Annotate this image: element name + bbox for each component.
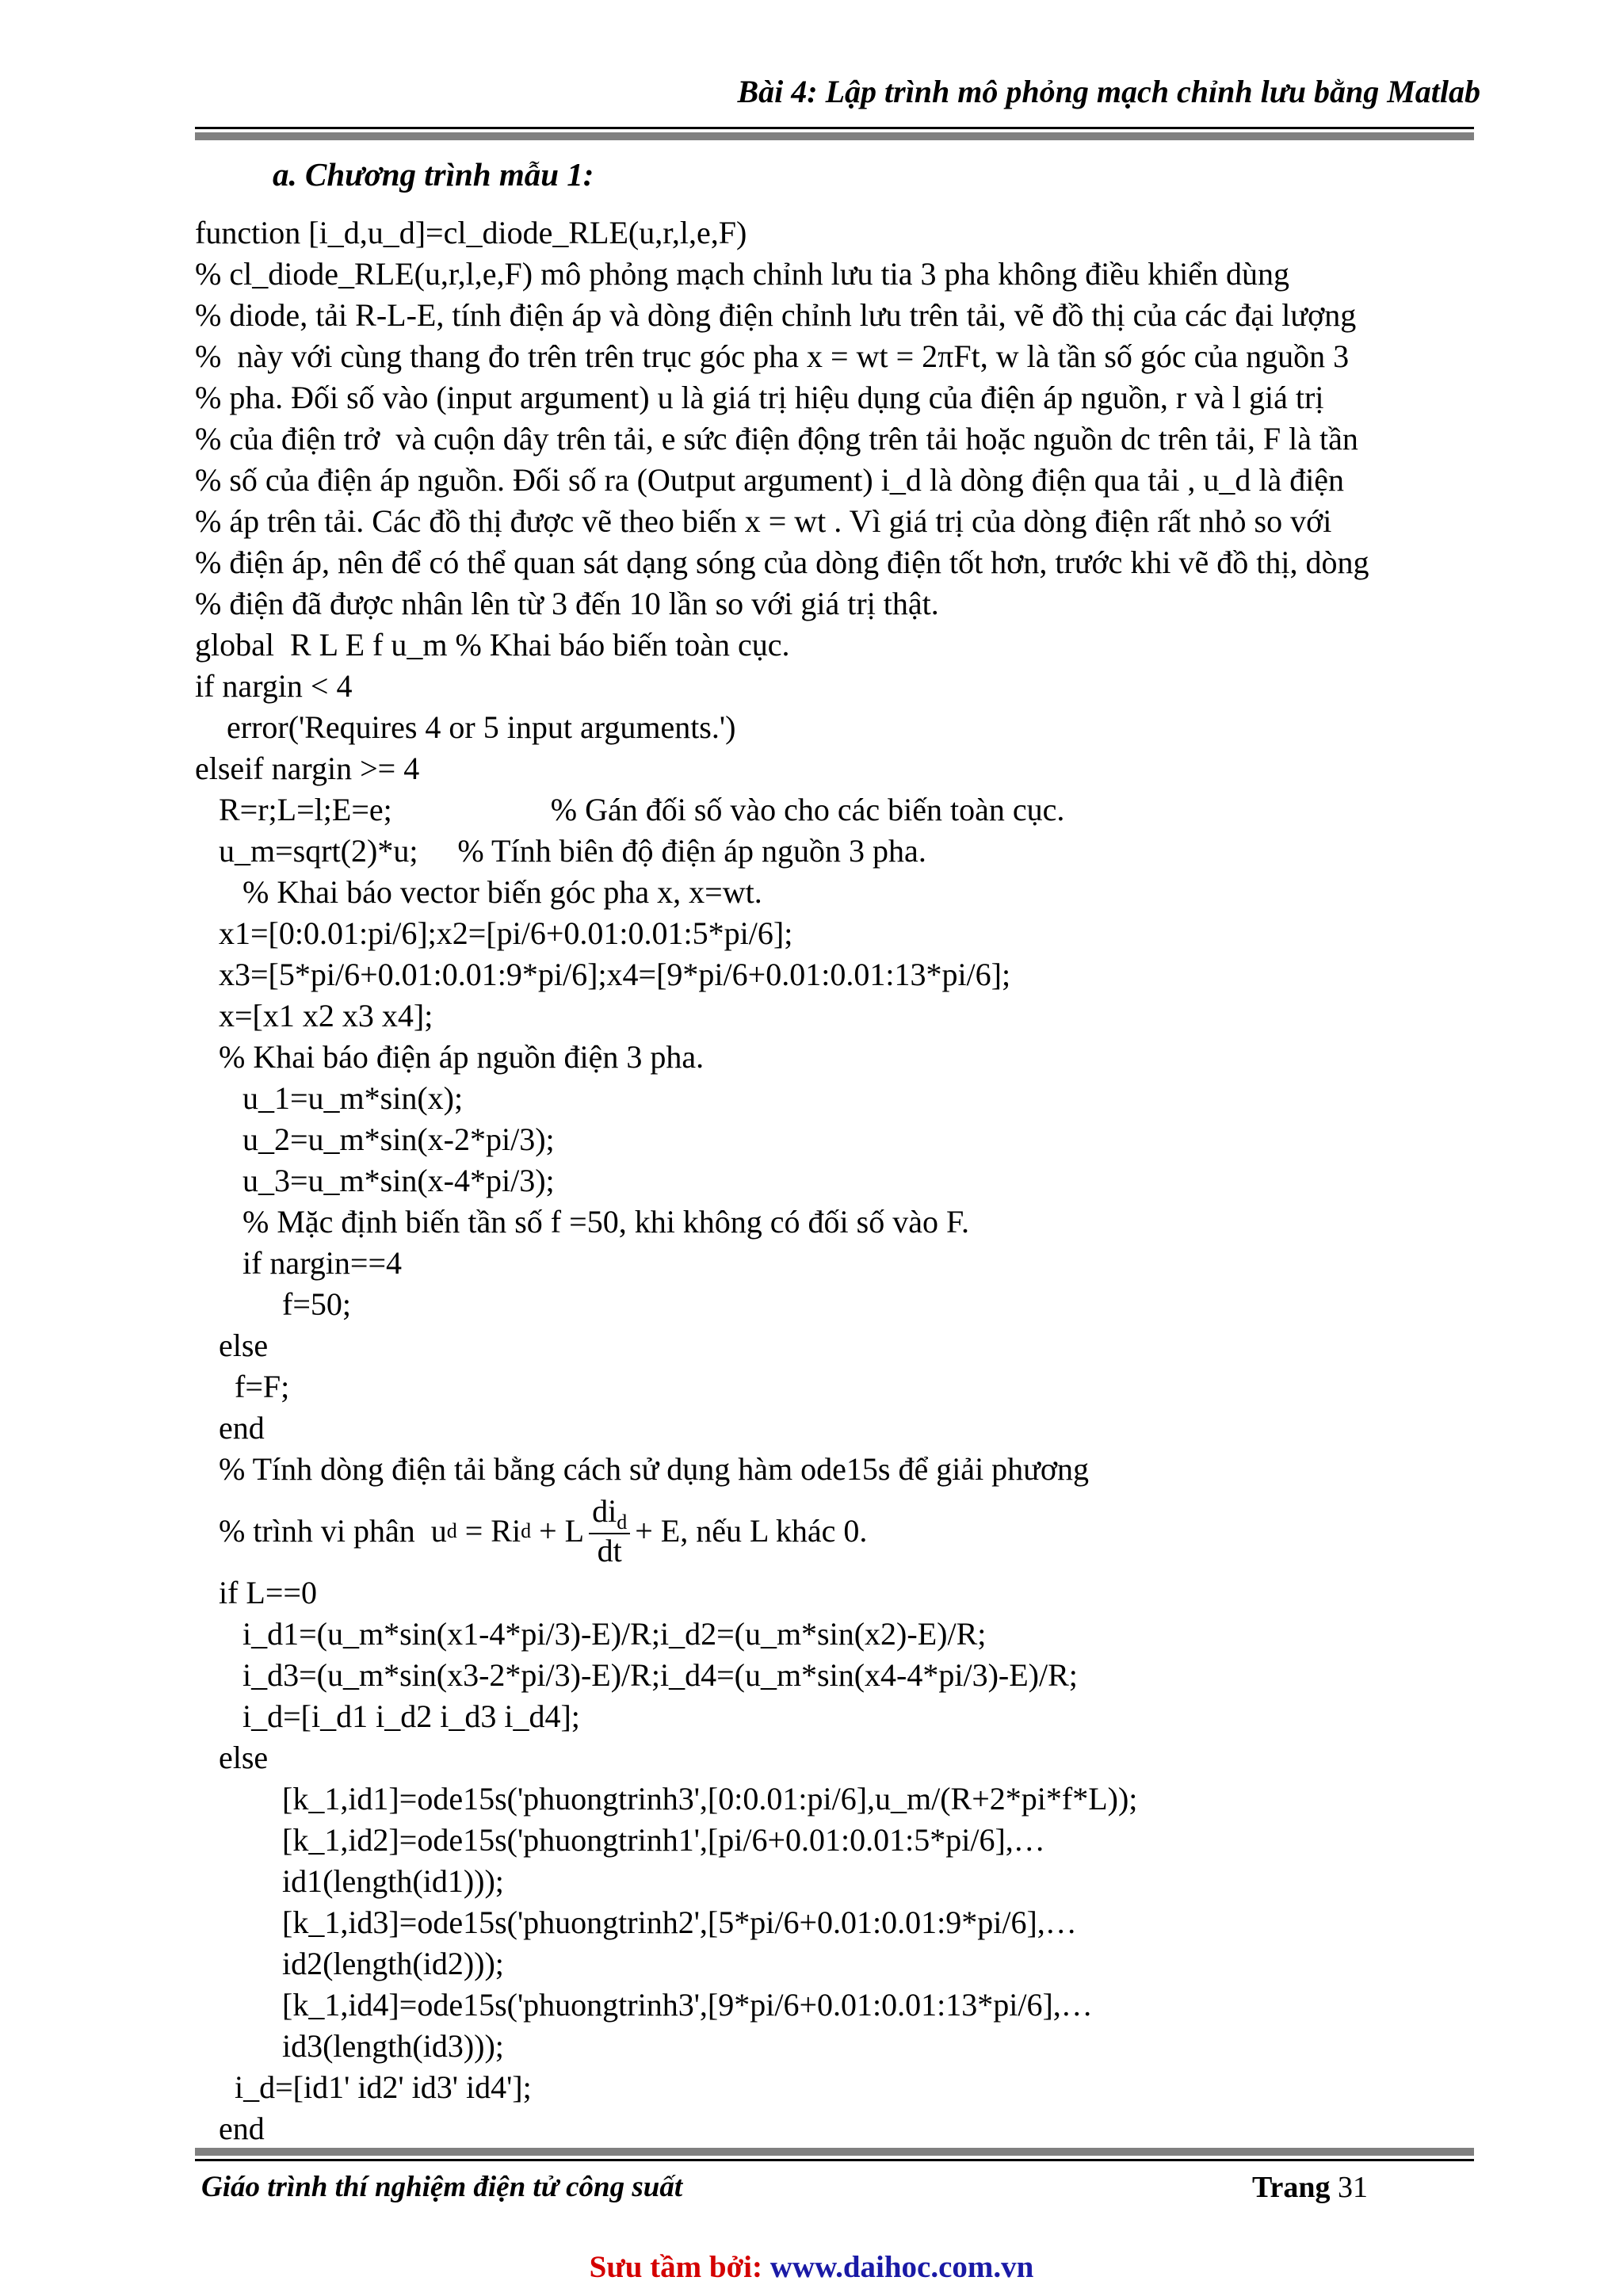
code-line: % cl_diode_RLE(u,r,l,e,F) mô phỏng mạch chỉnh lưu tia 3 pha không điều khiển dùng bbox=[195, 256, 1289, 292]
code-line: % số của điện áp nguồn. Đối số ra (Output argument) i_d là dòng điện qua tải , u_d là điện bbox=[195, 462, 1345, 498]
code-line: elseif nargin >= 4 bbox=[195, 751, 420, 786]
code-line: % Khai báo điện áp nguồn điện 3 pha. bbox=[195, 1039, 705, 1075]
source-label: Sưu tầm bởi: bbox=[589, 2250, 762, 2284]
code-line: % Tính dòng điện tải bằng cách sử dụng hàm ode15s để giải phương bbox=[195, 1451, 1090, 1487]
fraction-numerator bbox=[589, 1492, 630, 1534]
code-line: % này với cùng thang đo trên trên trục góc pha x = wt = 2πFt, w là tần số góc của nguồn 3 bbox=[195, 338, 1350, 374]
code-line: i_d=[i_d1 i_d2 i_d3 i_d4]; bbox=[195, 1698, 580, 1734]
code-line: % Mặc định biến tần số f =50, khi không có đối số vào F. bbox=[195, 1204, 970, 1240]
code-part-1 bbox=[195, 212, 1495, 1490]
code-line: f=F; bbox=[195, 1369, 290, 1404]
code-line: end bbox=[195, 1410, 265, 1446]
code-line: % của điện trở và cuộn dây trên tải, e sức điện động trên tải hoặc nguồn dc trên tải, F là tần bbox=[195, 421, 1358, 457]
code-line: u_2=u_m*sin(x-2*pi/3); bbox=[195, 1121, 555, 1157]
code-line: i_d=[id1' id2' id3' id4']; bbox=[195, 2069, 532, 2105]
code-line: id2(length(id2))); bbox=[195, 1946, 504, 1981]
formula-prefix: % trình vi phân u bbox=[195, 1513, 447, 1549]
code-line: else bbox=[195, 1740, 269, 1775]
code-line: id1(length(id1))); bbox=[195, 1863, 504, 1899]
code-line: error('Requires 4 or 5 input arguments.') bbox=[195, 709, 736, 745]
code-line: i_d1=(u_m*sin(x1-4*pi/3)-E)/R;i_d2=(u_m*sin(x2)-E)/R; bbox=[195, 1616, 987, 1652]
code-line: function [i_d,u_d]=cl_diode_RLE(u,r,l,e,F) bbox=[195, 215, 747, 250]
code-line: i_d3=(u_m*sin(x3-2*pi/3)-E)/R;i_d4=(u_m*sin(x4-4*pi/3)-E)/R; bbox=[195, 1657, 1078, 1693]
footer-book-title: Giáo trình thí nghiệm điện tử công suất bbox=[201, 2171, 683, 2203]
formula-sub-id: d bbox=[521, 1519, 532, 1542]
code-line: if L==0 bbox=[195, 1575, 317, 1610]
code-listing bbox=[195, 212, 1495, 2149]
page-number: 31 bbox=[1338, 2171, 1369, 2204]
code-line: x1=[0:0.01:pi/6];x2=[pi/6+0.01:0.01:5*pi/6]; bbox=[195, 915, 793, 951]
code-line: % áp trên tải. Các đồ thị được vẽ theo biến x = wt . Vì giá trị của dòng điện rất nhỏ so với bbox=[195, 503, 1332, 539]
header-rule bbox=[195, 127, 1474, 140]
source-credit bbox=[0, 2249, 1623, 2285]
formula-mid1: = Ri bbox=[456, 1513, 521, 1549]
section-title: a. Chương trình mẫu 1: bbox=[273, 156, 594, 193]
fraction-numerator-text: di bbox=[592, 1492, 617, 1529]
code-line: if nargin==4 bbox=[195, 1245, 403, 1281]
page-label: Trang bbox=[1252, 2171, 1331, 2204]
code-line: f=50; bbox=[195, 1286, 351, 1322]
code-line: R=r;L=l;E=e; % Gán đối số vào cho các biến toàn cục. bbox=[195, 792, 1065, 827]
code-line: % diode, tải R-L-E, tính điện áp và dòng điện chỉnh lưu trên tải, vẽ đồ thị của các đại lượng bbox=[195, 297, 1357, 333]
code-line: % điện đã được nhân lên từ 3 đến 10 lần so với giá trị thật. bbox=[195, 586, 939, 621]
formula-mid2: + L bbox=[531, 1513, 585, 1549]
code-line: x3=[5*pi/6+0.01:0.01:9*pi/6];x4=[9*pi/6+0.01:0.01:13*pi/6]; bbox=[195, 957, 1011, 992]
code-line: u_3=u_m*sin(x-4*pi/3); bbox=[195, 1163, 555, 1198]
derivative-fraction bbox=[589, 1492, 630, 1569]
code-line: x=[x1 x2 x3 x4]; bbox=[195, 998, 433, 1033]
code-line: u_1=u_m*sin(x); bbox=[195, 1080, 464, 1116]
fraction-numerator-sub: d bbox=[617, 1510, 628, 1534]
code-line: end bbox=[195, 2111, 265, 2146]
code-line: id3(length(id3))); bbox=[195, 2028, 504, 2064]
code-line: % điện áp, nên để có thể quan sát dạng sóng của dòng điện tốt hơn, trước khi vẽ đồ thị, dòng bbox=[195, 544, 1369, 580]
code-line: [k_1,id1]=ode15s('phuongtrinh3',[0:0.01:pi/6],u_m/(R+2*pi*f*L)); bbox=[195, 1781, 1138, 1817]
code-line: if nargin < 4 bbox=[195, 668, 353, 704]
fraction-denominator: dt bbox=[597, 1533, 622, 1569]
formula-line bbox=[195, 1490, 1495, 1572]
code-line: else bbox=[195, 1328, 269, 1363]
code-line: [k_1,id2]=ode15s('phuongtrinh1',[pi/6+0.01:0.01:5*pi/6],… bbox=[195, 1822, 1045, 1858]
code-line: % Khai báo vector biến góc pha x, x=wt. bbox=[195, 874, 762, 910]
code-line: u_m=sqrt(2)*u; % Tính biên độ điện áp nguồn 3 pha. bbox=[195, 833, 926, 869]
code-part-2 bbox=[195, 1572, 1495, 2149]
code-line: global R L E f u_m % Khai báo biến toàn cục. bbox=[195, 627, 790, 663]
code-line: [k_1,id4]=ode15s('phuongtrinh3',[9*pi/6+0.01:0.01:13*pi/6],… bbox=[195, 1987, 1093, 2023]
formula-sub-ud: d bbox=[446, 1519, 457, 1542]
source-link[interactable]: www.daihoc.com.vn bbox=[769, 2250, 1034, 2284]
footer-page bbox=[1252, 2170, 1368, 2205]
code-line: % pha. Đối số vào (input argument) u là giá trị hiệu dụng của điện áp nguồn, r và l giá trị bbox=[195, 380, 1324, 415]
page-header-title: Bài 4: Lập trình mô phỏng mạch chỉnh lưu bằng Matlab bbox=[737, 74, 1480, 109]
footer-rule bbox=[195, 2148, 1474, 2161]
code-line: [k_1,id3]=ode15s('phuongtrinh2',[5*pi/6+0.01:0.01:9*pi/6],… bbox=[195, 1904, 1077, 1940]
formula-suffix: + E, nếu L khác 0. bbox=[635, 1513, 868, 1549]
